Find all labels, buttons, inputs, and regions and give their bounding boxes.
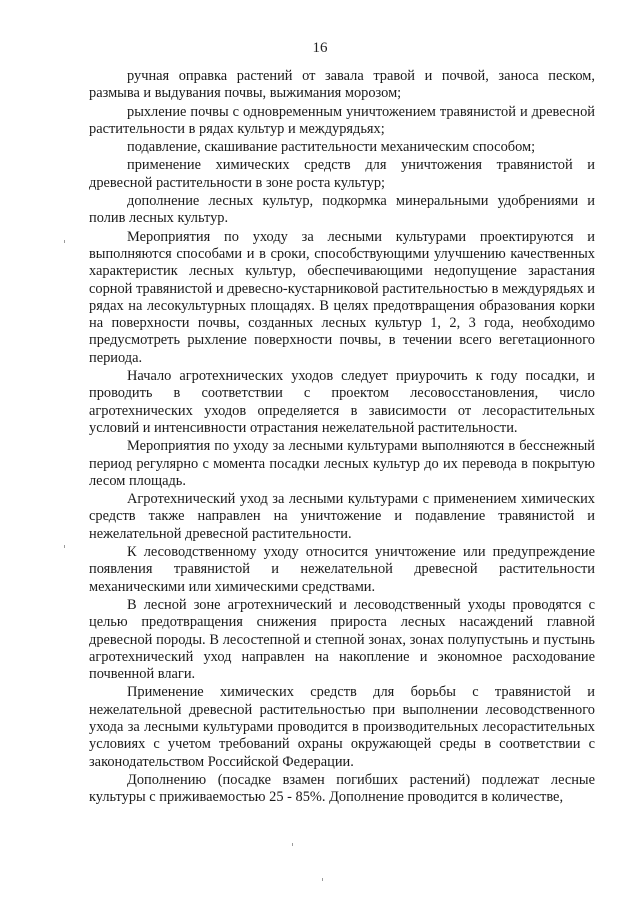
paragraph-7: Начало агротехнических уходов следует приурочить к году посадки, и проводить в соответствии с проектом лесовосстановления, число агротехнических уходов определяется в зависимости от лесорастительных условий и интенсивности отрастания нежелательной растительности. bbox=[89, 368, 595, 436]
body-text bbox=[89, 68, 595, 807]
paragraph-5: дополнение лесных культур, подкормка минеральными удобрениями и полив лесных культур. bbox=[89, 193, 595, 227]
paragraph-2: рыхление почвы с одновременным уничтожением травянистой и древесной растительности в рядах культур и междурядьях; bbox=[89, 103, 595, 137]
paragraph-11: В лесной зоне агротехнический и лесоводственный уходы проводятся с целью предотвращения снижения прироста лесных насаждений главной древесной породы. В лесостепной и степной зонах, зонах полупустынь и пустынь агротехнический уход направлен на накопление и экономное расходование почвенной влаги. bbox=[89, 596, 595, 683]
page-number: 16 bbox=[312, 40, 328, 56]
paragraph-6: Мероприятия по уходу за лесными культурами проектируются и выполняются способами и в сроки, способствующими улучшению качественных характеристик лесных культур, обеспечивающими недопущение зарастания сорной травянистой и древесно-кустарниковой растительностью в междурядьях и рядах на лесокультурных площадях. В целях предотвращения образования корки на поверхности почвы, созданных лесных культур 1, 2, 3 года, необходимо предусмотреть рыхление поверхности почвы, в течении всего вегетационного периода. bbox=[89, 228, 595, 366]
paragraph-10: К лесоводственному уходу относится уничтожение или предупреждение появления травянистой и нежелательной древесной растительности механическими или химическими средствами. bbox=[89, 544, 595, 595]
paragraph-3: подавление, скашивание растительности механическим способом; bbox=[127, 139, 536, 156]
scan-speck bbox=[64, 545, 65, 548]
paragraph-12: Применение химических средств для борьбы с травянистой и нежелательной древесной растительностью при выполнении лесоводственного ухода за лесными культурами проводится в производительных лесорастительных условиях с учетом требований охраны окружающей среды в соответствии с законодательством Российской Федерации. bbox=[89, 684, 595, 770]
paragraph-9: Агротехнический уход за лесными культурами с применением химических средств также направлен на уничтожение и подавление травянистой и нежелательной древесной растительности. bbox=[89, 491, 595, 542]
paragraph-13: Дополнению (посадке взамен погибших растений) подлежат лесные культуры с приживаемостью 25 - 85%. Дополнение проводится в количестве, bbox=[89, 771, 595, 806]
scan-speck bbox=[292, 843, 293, 846]
scan-speck bbox=[322, 878, 323, 881]
paragraph-8: Мероприятия по уходу за лесными культурами выполняются в бесснежный период регулярно с момента посадки лесных культур до их перевода в покрытую лесом площадь. bbox=[89, 438, 595, 489]
paragraph-4: применение химических средств для уничтожения травянистой и древесной растительности в зоне роста культур; bbox=[89, 157, 595, 191]
paragraph-1: ручная оправка растений от завала травой и почвой, заноса песком, размыва и выдувания почвы, выжимания морозом; bbox=[89, 68, 595, 102]
scan-speck bbox=[64, 240, 65, 243]
